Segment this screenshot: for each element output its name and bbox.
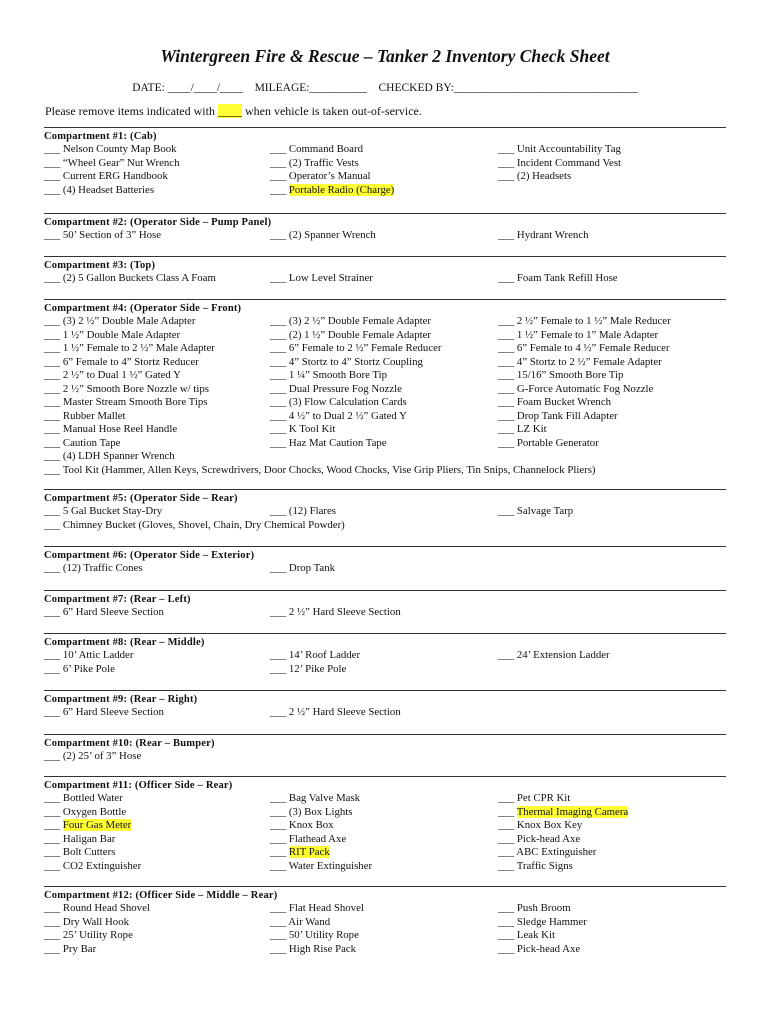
compartment-3 [44,256,726,286]
page-title: Wintergreen Fire & Rescue – Tanker 2 Inventory Check Sheet [160,46,610,66]
checklist-item[interactable]: ___ 4 ½” to Dual 2 ½” Gated Y [270,409,407,422]
compartment-title: Compartment #4: (Operator Side – Front) [44,303,242,314]
checklist-item[interactable]: ___ 15/16” Smooth Bore Tip [498,369,624,381]
compartment-8 [44,633,726,676]
checklist-item[interactable]: ___ (2) Spanner Wrench [270,229,376,241]
checklist-item[interactable]: ___ Hydrant Wrench [498,229,589,241]
checklist-item[interactable]: ___ Salvage Tarp [498,505,574,517]
compartment-title: Compartment #9: (Rear – Right) [44,694,198,705]
compartment-6 [44,546,726,576]
checklist-row [44,902,726,916]
checklist-item[interactable]: ___ Sledge Hammer [498,915,587,928]
checklist-item[interactable]: ___ 6” Female to 4” Stortz Reducer [44,355,199,368]
checklist-item[interactable]: ___ (2) Traffic Vests [270,156,359,169]
checklist-item[interactable]: ___ Caution Tape [44,436,121,449]
checklist-item[interactable]: ___ Bottled Water [44,792,123,804]
checklist-item[interactable]: ___ 6’ Pike Pole [44,662,115,675]
checklist-item[interactable]: ___ Unit Accountability Tag [498,143,621,155]
note-text-before: Please remove items indicated with [45,104,218,118]
checklist-item[interactable]: ___ Knox Box Key [498,819,583,831]
checklist-row [44,143,726,157]
checklist-item[interactable]: ___ Nelson County Map Book [44,143,177,155]
checklist-item[interactable]: ___ 6” Hard Sleeve Section [44,606,164,618]
compartment-7 [44,590,726,620]
checklist-item[interactable]: ___ Push Broom [498,902,571,914]
checklist-item[interactable] [44,819,131,833]
checklist-row [44,562,726,576]
compartment-title: Compartment #8: (Rear – Middle) [44,637,205,648]
checklist-item[interactable]: ___ ABC Extinguisher [498,846,597,858]
checklist-item[interactable]: ___ 2 ½” to Dual 1 ½” Gated Y [44,369,181,381]
check-blank[interactable]: ___ [270,846,289,858]
checklist-item[interactable]: ___ (3) Flow Calculation Cards [270,396,407,408]
checklist-item[interactable]: ___ Pick-head Axe [498,832,581,845]
checklist-item[interactable]: ___ 6” Female to 4 ½” Female Reducer [498,342,670,354]
checklist-item[interactable]: ___ 25’ Utility Rope [44,929,133,941]
checklist-item[interactable]: ___ Operator’s Manual [270,170,371,182]
date-field[interactable]: DATE: ____/____/____ [132,82,244,94]
checklist-item[interactable]: ___ (12) Traffic Cones [44,562,143,574]
highlighted-item-label: Thermal Imaging Camera [516,805,629,818]
checklist-item[interactable]: ___ Portable Generator [498,436,599,449]
checklist-item[interactable]: ___ Pry Bar [44,942,97,955]
checklist-row [44,272,726,286]
checklist-item[interactable]: ___ Tool Kit (Hammer, Allen Keys, Screwdrivers, Door Chocks, Wood Chocks, Vise Grip Pliers, Tin Snips, Channelock Pliers) [44,463,596,476]
checklist-row [44,860,726,874]
checklist-item[interactable]: ___ 4” Stortz to 4” Stortz Coupling [270,355,423,368]
checklist-item[interactable]: ___ Foam Tank Refill Hose [498,272,618,284]
checklist-row [44,806,726,820]
header-fields [0,82,770,94]
checklist-row [44,170,726,184]
checklist-item[interactable]: ___ 50’ Utility Rope [270,929,359,941]
checklist-row [44,519,726,533]
check-blank[interactable]: ___ [498,805,517,818]
compartment-1 [44,127,726,197]
compartment-title: Compartment #6: (Operator Side – Exterior) [44,550,255,561]
checklist-item[interactable]: ___ 1 ½” Female to 2 ½” Male Adapter [44,342,215,354]
checklist-item[interactable]: ___ Haligan Bar [44,832,116,845]
compartment-11 [44,776,726,873]
checklist-row [44,792,726,806]
checklist-item[interactable]: ___ 2 ½” Hard Sleeve Section [270,606,401,618]
compartment-4 [44,299,726,477]
checklist-item[interactable]: ___ (12) Flares [270,505,336,517]
checklist-row [44,229,726,243]
checklist-item[interactable]: ___ Command Board [270,143,363,155]
checklist-item[interactable]: ___ (3) 2 ½” Double Male Adapter [44,315,196,327]
checklist-item[interactable]: ___ LZ Kit [498,423,547,435]
checklist-item[interactable]: ___ Flat Head Shovel [270,902,364,914]
checklist-row [44,943,726,957]
checklist-item[interactable]: ___ Pick-head Axe [498,942,581,955]
checklist-item[interactable]: ___ 2 ½” Hard Sleeve Section [270,706,401,718]
compartment-5 [44,489,726,532]
checklist-row [44,846,726,860]
checklist-item[interactable]: ___ 1 ½” Female to 1” Male Adapter [498,328,659,341]
checklist-row [44,329,726,343]
checklist-item[interactable]: ___ 2 ½” Smooth Bore Nozzle w/ tips [44,382,209,395]
checklist-row [44,410,726,424]
checklist-item[interactable]: ___ Water Extinguisher [270,859,373,872]
checklist-item[interactable]: ___ Haz Mat Caution Tape [270,436,387,449]
checklist-item[interactable]: ___ 10’ Attic Ladder [44,649,134,661]
checklist-item[interactable]: ___ “Wheel Gear” Nut Wrench [44,156,180,169]
highlight-legend-blank: ____ [217,104,242,118]
checklist-item[interactable]: ___ Chimney Bucket (Gloves, Shovel, Chain, Dry Chemical Powder) [44,518,345,531]
checklist-item[interactable]: ___ Incident Command Vest [498,156,622,169]
checklist-item[interactable]: ___ 12’ Pike Pole [270,662,347,675]
checklist-item[interactable]: ___ Low Level Strainer [270,272,373,284]
checklist-row [44,450,726,464]
checklist-row [44,356,726,370]
checklist-row [44,505,726,519]
checklist-row [44,157,726,171]
checklist-row [44,315,726,329]
checked-by-field[interactable]: CHECKED BY:________________________________ [378,82,638,94]
checklist-item[interactable]: ___ 6” Female to 2 ½” Female Reducer [270,342,442,354]
checklist-item[interactable]: ___ (3) 2 ½” Double Female Adapter [270,315,432,327]
checklist-item[interactable]: ___ Oxygen Bottle [44,805,127,818]
checklist-item[interactable]: ___ (4) LDH Spanner Wrench [44,450,175,462]
compartment-title: Compartment #3: (Top) [44,260,156,271]
checklist-item[interactable]: ___ Air Wand [270,915,331,928]
compartment-title: Compartment #11: (Officer Side – Rear) [44,780,233,791]
instruction-note [45,104,422,119]
compartment-title: Compartment #2: (Operator Side – Pump Panel) [44,217,272,228]
checklist-item[interactable]: ___ CO2 Extinguisher [44,859,142,872]
checklist-item[interactable]: ___ Traffic Signs [498,859,573,872]
compartment-title: Compartment #12: (Officer Side – Middle – Rear) [44,890,278,901]
checklist-item[interactable]: ___ Bag Valve Mask [270,792,361,804]
checklist-item[interactable]: ___ (2) Headsets [498,170,572,182]
checklist-row [44,929,726,943]
checklist-item[interactable]: ___ Drop Tank Fill Adapter [498,409,618,422]
note-text-after: when vehicle is taken out-of-service. [241,104,422,118]
checklist-item[interactable]: ___ 1 ½” Double Male Adapter [44,328,181,341]
checklist-item[interactable]: ___ Foam Bucket Wrench [498,396,612,408]
checklist-row [44,649,726,663]
checklist-item[interactable]: ___ Knox Box [270,819,334,831]
mileage-field[interactable]: MILEAGE:__________ [254,82,367,94]
checklist-item[interactable]: ___ (2) 5 Gallon Buckets Class A Foam [44,272,216,284]
checklist-item[interactable]: ___ 1 ¼” Smooth Bore Tip [270,369,387,381]
compartment-title: Compartment #10: (Rear – Bumper) [44,738,215,749]
checklist-row [44,184,726,198]
checklist-item[interactable]: ___ 2 ½” Female to 1 ½” Male Reducer [498,315,671,327]
compartment-12 [44,886,726,956]
checklist-item[interactable]: ___ Dry Wall Hook [44,915,129,928]
checklist-item[interactable]: ___ Current ERG Handbook [44,170,168,182]
checklist-item[interactable]: ___ Pet CPR Kit [498,792,571,804]
compartment-title: Compartment #7: (Rear – Left) [44,594,191,605]
checklist-row [44,342,726,356]
checklist-item[interactable]: ___ Dual Pressure Fog Nozzle [270,382,402,395]
check-blank[interactable]: ___ [270,183,289,196]
checklist-item[interactable]: ___ Rubber Mallet [44,409,126,422]
checklist-row [44,396,726,410]
checklist-row [44,819,726,833]
checklist-item[interactable] [498,806,628,820]
checklist-item[interactable]: ___ G-Force Automatic Fog Nozzle [498,382,654,395]
compartment-title: Compartment #1: (Cab) [44,131,157,142]
checklist-row [44,706,726,720]
checklist-item[interactable]: ___ High Rise Pack [270,942,357,955]
checklist-item[interactable]: ___ Drop Tank [270,562,336,574]
checklist-row [44,750,726,764]
compartment-9 [44,690,726,720]
checklist-row [44,606,726,620]
checklist-item[interactable]: ___ Round Head Shovel [44,902,150,914]
checklist-row [44,369,726,383]
highlighted-item-label: Four Gas Meter [62,819,132,831]
checklist-item[interactable]: ___ (2) 25’ of 3” Hose [44,750,142,762]
compartment-10 [44,734,726,764]
highlighted-item-label: RIT Pack [288,846,330,858]
checklist-row [44,916,726,930]
checklist-row [44,383,726,397]
checklist-item[interactable]: ___ Manual Hose Reel Handle [44,423,178,435]
checklist-item[interactable]: ___ K Tool Kit [270,423,336,435]
checklist-row [44,833,726,847]
checklist-row [44,663,726,677]
check-blank[interactable]: ___ [44,819,63,831]
checklist-item[interactable]: ___ Master Stream Smooth Bore Tips [44,396,208,408]
checklist-item[interactable]: ___ 6” Hard Sleeve Section [44,706,164,718]
checklist-item[interactable]: ___ Leak Kit [498,929,555,941]
checklist-item[interactable]: ___ (2) 1 ½” Double Female Adapter [270,328,432,341]
checklist-item[interactable]: ___ 5 Gal Bucket Stay-Dry [44,505,163,517]
checklist-row [44,464,726,478]
checklist-item[interactable]: ___ Flathead Axe [270,832,347,845]
checklist-item[interactable] [270,846,330,860]
checklist-item[interactable]: ___ 50’ Section of 3” Hose [44,229,162,241]
highlighted-item-label: Portable Radio (Charge) [288,183,395,196]
checklist-item[interactable]: ___ 14’ Roof Ladder [270,649,361,661]
checklist-item[interactable] [270,184,394,198]
checklist-row [44,437,726,451]
checklist-item[interactable]: ___ Bolt Cutters [44,846,116,858]
compartment-title: Compartment #5: (Operator Side – Rear) [44,493,238,504]
checklist-row [44,423,726,437]
compartment-2 [44,213,726,243]
checklist-item[interactable]: ___ (4) Headset Batteries [44,183,155,196]
checklist-item[interactable]: ___ (3) Box Lights [270,805,353,818]
checklist-item[interactable]: ___ 24’ Extension Ladder [498,649,610,661]
checklist-item[interactable]: ___ 4” Stortz to 2 ½” Female Adapter [498,355,662,368]
